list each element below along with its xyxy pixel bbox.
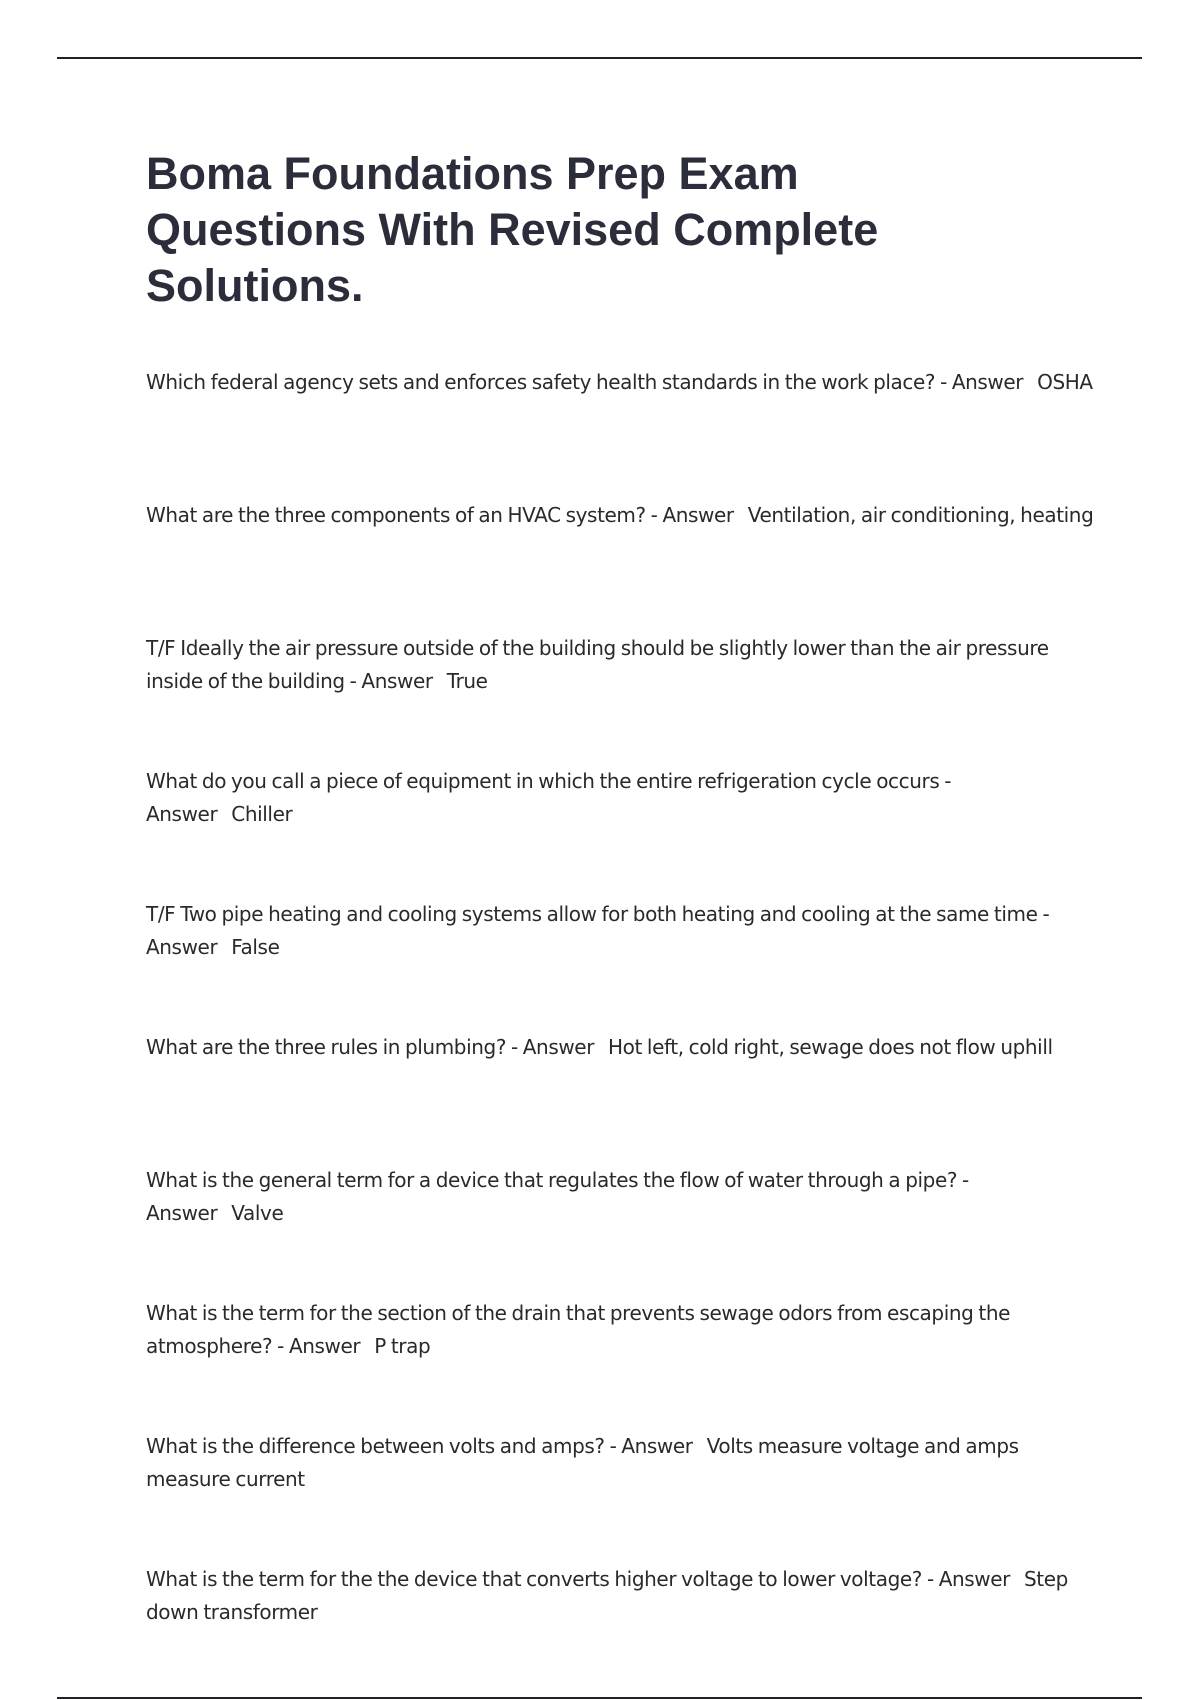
answer-text: False [231,935,280,959]
question-text: T/F Ideally the air pressure outside of the building should be slightly lower than the air pressure inside of the building - Answer [146,636,1049,693]
answer-text: Chiller [231,802,293,826]
qa-item [146,1563,1096,1696]
qa-item [146,366,1096,499]
qa-item [146,898,1096,1031]
qa-item [146,1430,1096,1563]
answer-text: P trap [374,1334,431,1358]
qa-item [146,765,1096,898]
answer-text: OSHA [1037,370,1093,394]
qa-item [146,499,1096,632]
question-text: What do you call a piece of equipment in which the entire refrigeration cycle occurs - Answer [146,769,952,826]
question-text: What is the difference between volts and amps? - Answer [146,1434,693,1458]
question-text: What is the term for the section of the drain that prevents sewage odors from escaping the atmosphere? - Answer [146,1301,1011,1358]
question-text: What is the general term for a device that regulates the flow of water through a pipe? - Answer [146,1168,969,1225]
answer-text: Volts measure voltage and amps measure current [146,1434,1019,1491]
question-text: T/F Two pipe heating and cooling systems allow for both heating and cooling at the same time - Answer [146,902,1050,959]
qa-list [146,366,1096,1696]
qa-item [146,1297,1096,1430]
question-text: What is the term for the the device that converts higher voltage to lower voltage? - Answer [146,1567,1010,1591]
top-divider [57,57,1142,59]
question-text: What are the three components of an HVAC system? - Answer [146,503,734,527]
question-text: What are the three rules in plumbing? - Answer [146,1035,595,1059]
document-title: Boma Foundations Prep Exam Questions With Revised Complete Solutions. [146,148,879,311]
answer-text: Valve [231,1201,284,1225]
qa-item [146,632,1096,765]
bottom-divider [57,1697,1142,1699]
answer-text: Ventilation, air conditioning, heating [747,503,1094,527]
question-text: Which federal agency sets and enforces safety health standards in the work place? - Answer [146,370,1024,394]
answer-text: Step down transformer [146,1567,1068,1624]
answer-text: True [446,669,488,693]
answer-text: Hot left, cold right, sewage does not flow uphill [608,1035,1053,1059]
qa-item [146,1031,1096,1164]
document-body [146,146,1096,1644]
qa-item [146,1164,1096,1297]
